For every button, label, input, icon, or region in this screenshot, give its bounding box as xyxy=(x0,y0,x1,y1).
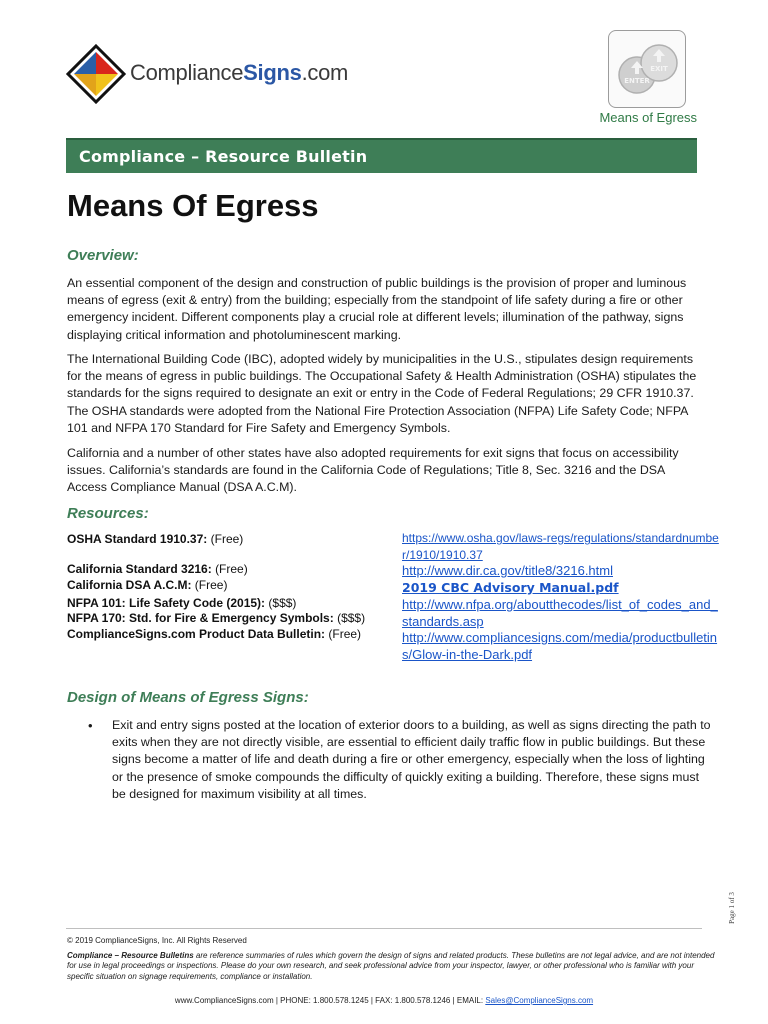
emblem-caption: Means of Egress xyxy=(599,110,697,125)
resources-heading: Resources: xyxy=(67,505,149,522)
resource-item: OSHA Standard 1910.37: (Free) xyxy=(67,532,244,546)
cbc-manual-link[interactable]: 2019 CBC Advisory Manual.pdf xyxy=(402,580,619,595)
design-heading: Design of Means of Egress Signs: xyxy=(67,689,309,706)
emblem-enter-text: ENTER xyxy=(624,77,650,85)
design-bullet-text: Exit and entry signs posted at the location of exterior doors to a building, as well as signs directing the path to exits when they are not directly visible, are essential to efficient daily traffic flow in public buildings. But these signs become a matter of life and death during a fire or other emergency, especially when the loss of lighting or the presence of smoke compounds the difficulty of quickly exiting a building. Therefore, these signs must be designed for maximum visibility at all times. xyxy=(112,718,711,801)
overview-heading: Overview: xyxy=(67,247,139,264)
overview-paragraph-3: California and a number of other states have also adopted requirements for exit signs that focus on accessibility issues. California’s standards are found in the California Code of Regulations; Title 8, Sec. 3216 and the DSA Access Compliance Manual (DSA A.C.M). xyxy=(67,446,679,495)
resource-item: California DSA A.C.M: (Free) xyxy=(67,578,228,592)
contact-line: www.ComplianceSigns.com | PHONE: 1.800.578.1245 | FAX: 1.800.578.1246 | EMAIL: Sales@ComplianceSigns.com xyxy=(174,996,594,1005)
copyright-text: © 2019 ComplianceSigns, Inc. All Rights Reserved xyxy=(67,936,247,945)
email-link[interactable]: Sales@ComplianceSigns.com xyxy=(485,996,594,1005)
osha-link[interactable]: https://www.osha.gov/laws-regs/regulations/standardnumber/1910/1910.37 xyxy=(402,531,719,562)
nfpa-link[interactable]: http://www.nfpa.org/aboutthecodes/list_of_codes_and_standards.asp xyxy=(402,597,718,629)
emblem-exit-text: EXIT xyxy=(650,65,668,73)
dir-ca-link[interactable]: http://www.dir.ca.gov/title8/3216.html xyxy=(402,563,613,578)
enter-exit-icon xyxy=(609,31,685,107)
logo-wordmark: ComplianceSigns.com xyxy=(130,60,349,85)
resource-item: California Standard 3216: (Free) xyxy=(67,562,248,576)
page-title: Means Of Egress xyxy=(67,188,319,223)
resource-item: NFPA 101: Life Safety Code (2015): ($$$) xyxy=(67,596,297,610)
overview-paragraph-2: The International Building Code (IBC), adopted widely by municipalities in the U.S., stipulates design requirements for the means of egress in public buildings. The Occupational Safety & Health Administration (OSHA) stipulates the standards for the signs required to designate an exit or entry in the Code of Federal Regulations; 29 CFR 1910.37. The OSHA standards were adopted from the National Fire Protection Association (NFPA) Life Safety Code; NFPA 101 and NFPA 170 Standard for Fire Safety and Emergency Symbols. xyxy=(67,352,697,435)
disclaimer-text: Compliance – Resource Bulletins are reference summaries of rules which govern the design of signs and related products. These bulletins are not legal advice, and are not intended for use in legal proceedings or inspections. Please do your own research, and seek professional advice from your inspector, lawyer, or other professional who is familiar with your specific situation on signage requirements, compliance or installation. xyxy=(67,951,715,981)
banner-title: Compliance – Resource Bulletin xyxy=(79,147,368,166)
overview-paragraph-1: An essential component of the design and construction of public buildings is the provision of proper and luminous means of egress (exit & entry) from the building; especially from the standpoint of life safety during a fire or other emergency incident. Different components play a crucial role at different levels; illumination of the pathway, signs displaying critical information and photoluminescent marking. xyxy=(67,276,687,342)
page-number: Page 1 of 3 xyxy=(727,892,736,924)
company-logo xyxy=(66,44,349,104)
footer-divider xyxy=(66,928,702,929)
resource-item: NFPA 170: Std. for Fire & Emergency Symbols: ($$$) xyxy=(67,611,366,625)
glow-bulletin-link[interactable]: http://www.compliancesigns.com/media/productbulletins/Glow-in-the-Dark.pdf xyxy=(402,630,718,662)
egress-emblem xyxy=(608,30,686,108)
bulletin-banner xyxy=(66,138,697,173)
resource-item: ComplianceSigns.com Product Data Bulletin: (Free) xyxy=(67,627,362,641)
bullet-marker: • xyxy=(88,718,93,733)
diamond-logo-icon xyxy=(66,44,126,104)
